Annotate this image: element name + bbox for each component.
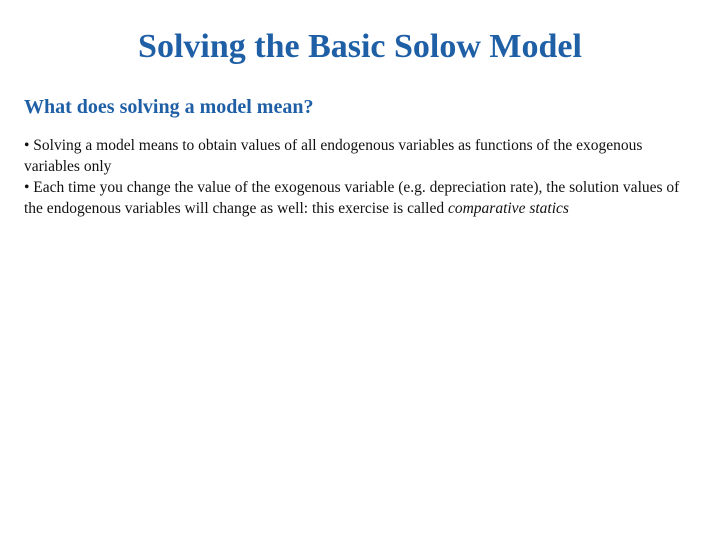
slide-title: Solving the Basic Solow Model [138, 28, 582, 65]
section-subheading: What does solving a model mean? [24, 96, 314, 118]
bullet-item-2-emphasis: comparative statics [447, 200, 569, 217]
bullet-list [24, 135, 684, 219]
bullet-item-1 [24, 135, 684, 177]
bullet-item-2 [24, 177, 684, 219]
bullet-item-2-text: • Each time you change the value of the exogenous variable (e.g. depreciation rate), the solution values of the endogenous variables will change as well: this exercise is called [24, 179, 680, 217]
bullet-item-1-text: • Solving a model means to obtain values of all endogenous variables as functions of the exogenous variables only [24, 137, 643, 175]
